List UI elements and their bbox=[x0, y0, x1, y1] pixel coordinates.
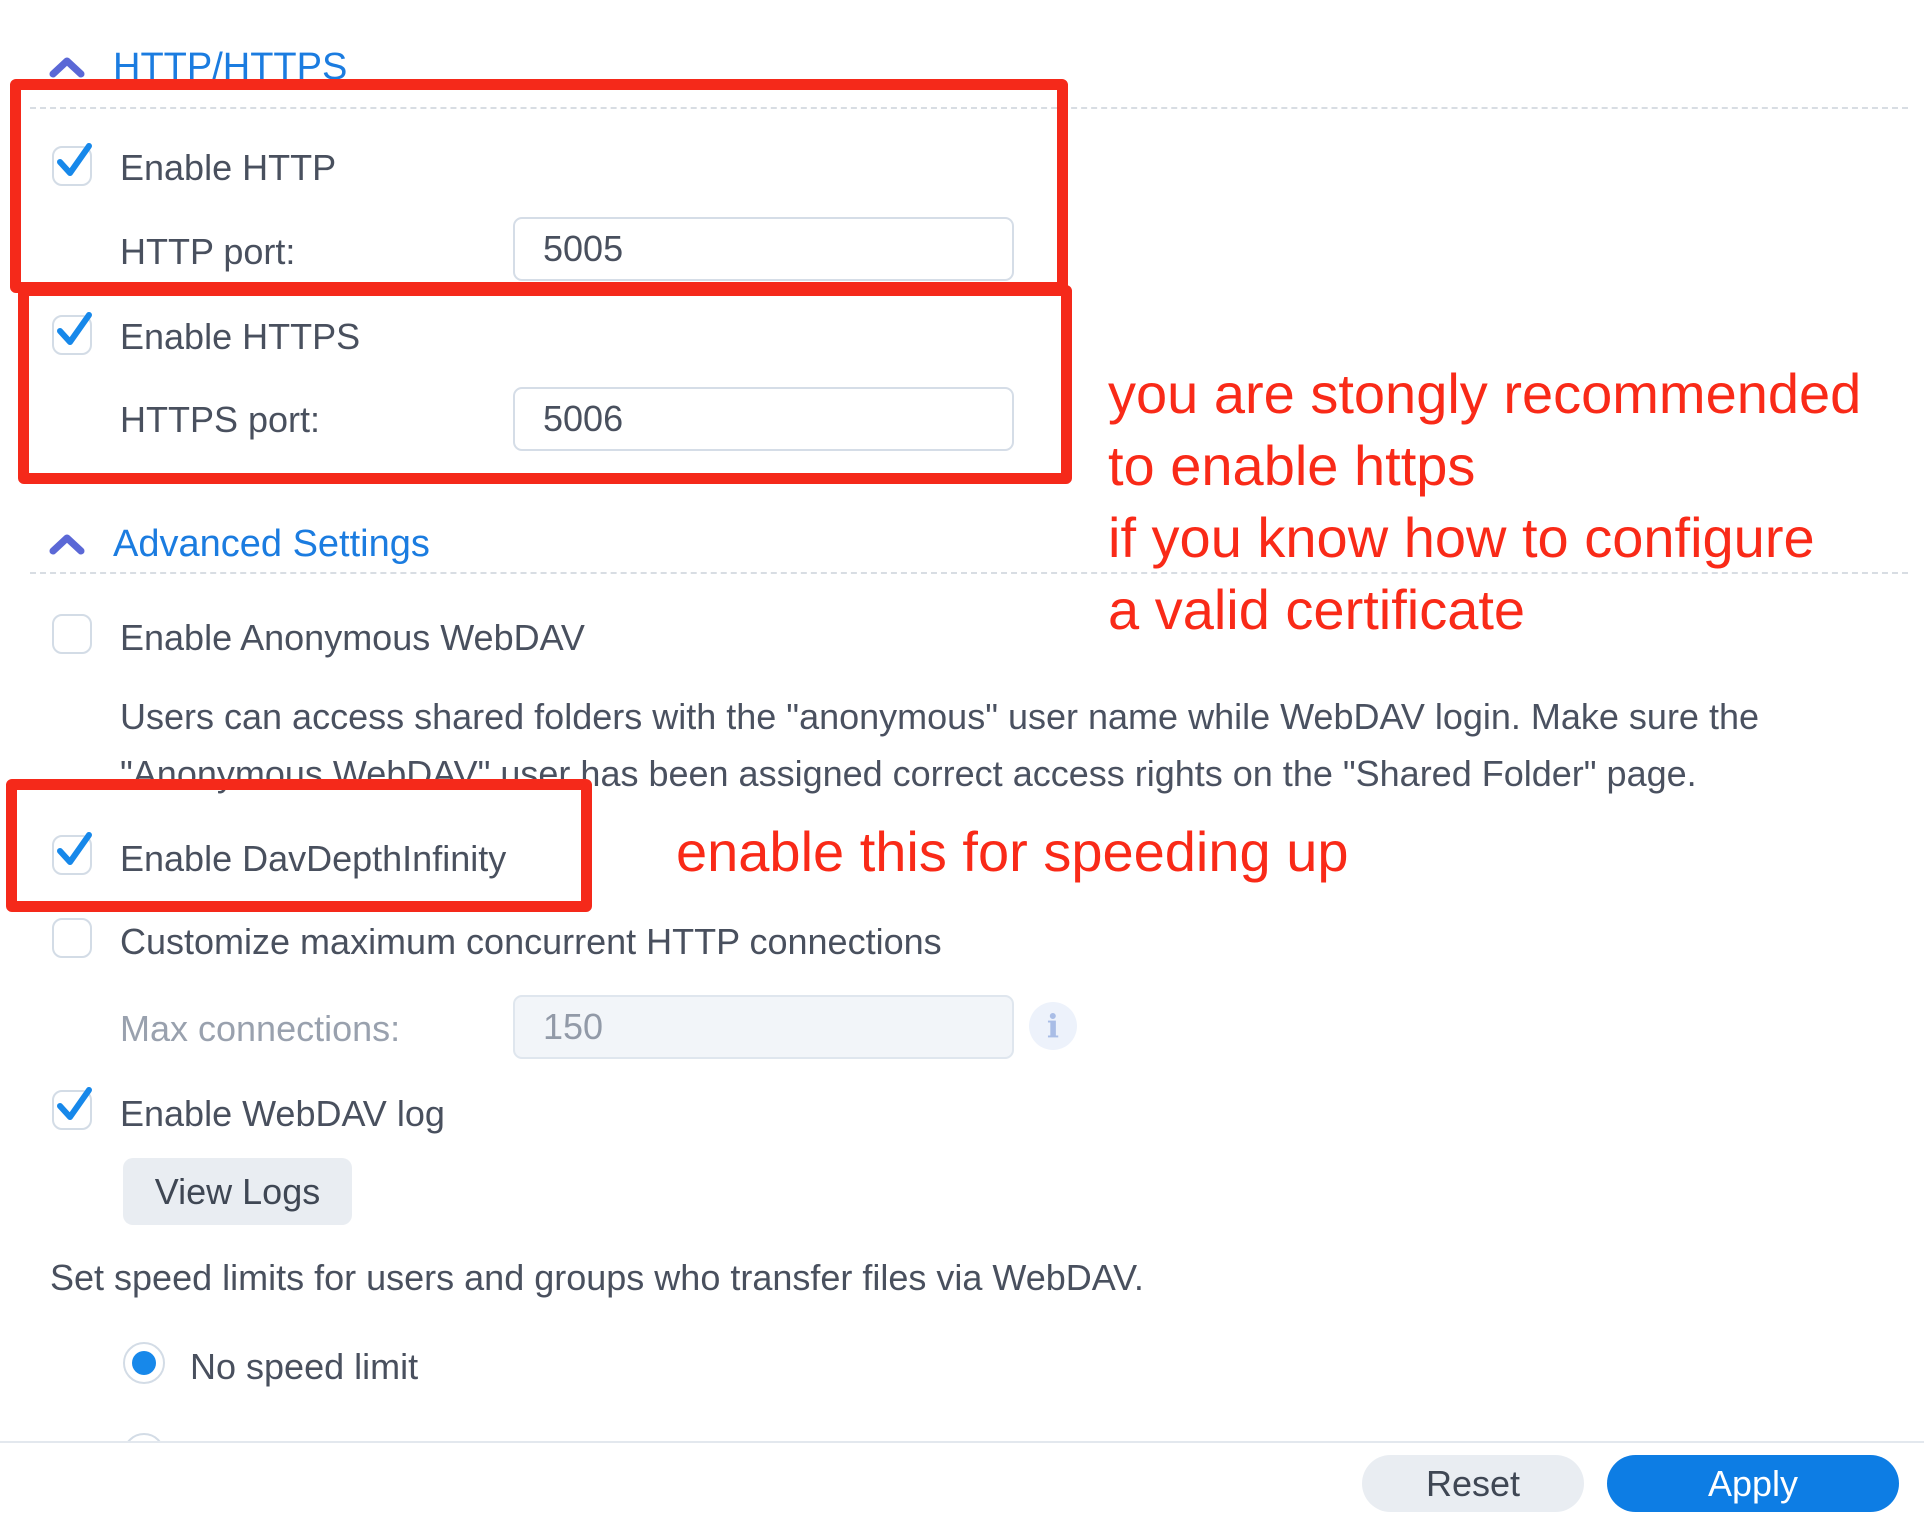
check-icon bbox=[58, 144, 92, 178]
customize-max-connections-label: Customize maximum concurrent HTTP connections bbox=[120, 921, 942, 962]
enable-davdepthinfinity-label: Enable DavDepthInfinity bbox=[120, 838, 507, 879]
annotation-https-note-line1: you are stongly recommended bbox=[1108, 362, 1862, 425]
annotation-https-note bbox=[1108, 358, 1861, 646]
chevron-up-icon bbox=[49, 533, 85, 557]
section-advanced-settings[interactable] bbox=[49, 523, 430, 566]
anonymous-desc-line1: Users can access shared folders with the "anonymous" user name while WebDAV login. Make sure the bbox=[120, 696, 1760, 737]
enable-webdav-log-label: Enable WebDAV log bbox=[120, 1093, 445, 1134]
check-icon bbox=[58, 313, 92, 347]
section-http-https[interactable] bbox=[49, 46, 347, 89]
customize-max-connections-checkbox[interactable] bbox=[52, 918, 92, 958]
annotation-https-note-line4: a valid certificate bbox=[1108, 578, 1526, 641]
view-logs-button[interactable] bbox=[123, 1158, 352, 1225]
max-connections-input bbox=[513, 995, 1014, 1059]
https-port-label: HTTPS port: bbox=[120, 399, 321, 440]
anonymous-desc-line2: "Anonymous WebDAV" user has been assigned correct access rights on the "Shared Folder" page. bbox=[120, 753, 1697, 794]
section-title-advanced: Advanced Settings bbox=[113, 523, 430, 565]
no-speed-limit-radio[interactable] bbox=[123, 1342, 165, 1384]
info-icon[interactable] bbox=[1029, 1002, 1077, 1050]
radio-selected-dot bbox=[132, 1351, 156, 1375]
check-icon bbox=[58, 833, 92, 867]
reset-label: Reset bbox=[1425, 1462, 1521, 1504]
annotation-davdepth-note: enable this for speeding up bbox=[676, 820, 1349, 883]
annotation-box-enable-https bbox=[18, 285, 1072, 484]
anonymous-webdav-description bbox=[120, 688, 1759, 802]
divider-advanced-section bbox=[30, 572, 1908, 574]
reset-button[interactable] bbox=[1362, 1455, 1584, 1512]
apply-button[interactable] bbox=[1607, 1455, 1899, 1512]
enable-webdav-log-checkbox[interactable] bbox=[52, 1090, 92, 1130]
annotation-https-note-line3: if you know how to configure bbox=[1108, 506, 1815, 569]
view-logs-label: View Logs bbox=[154, 1170, 321, 1212]
info-glyph: i bbox=[1046, 1007, 1060, 1045]
annotation-https-note-line2: to enable https bbox=[1108, 434, 1476, 497]
no-speed-limit-label: No speed limit bbox=[190, 1346, 419, 1387]
enable-http-checkbox[interactable] bbox=[52, 146, 92, 186]
https-port-input[interactable] bbox=[513, 387, 1014, 451]
max-connections-label: Max connections: bbox=[120, 1008, 401, 1049]
enable-davdepthinfinity-checkbox[interactable] bbox=[52, 835, 92, 875]
chevron-up-icon bbox=[49, 56, 85, 80]
http-port-label: HTTP port: bbox=[120, 231, 296, 272]
divider-http-section bbox=[30, 107, 1908, 109]
footer-bar bbox=[0, 1441, 1924, 1524]
speed-limit-description: Set speed limits for users and groups who transfer files via WebDAV. bbox=[50, 1257, 1144, 1298]
enable-anonymous-webdav-label: Enable Anonymous WebDAV bbox=[120, 617, 585, 658]
section-title-http-https: HTTP/HTTPS bbox=[113, 46, 348, 88]
enable-https-checkbox[interactable] bbox=[52, 315, 92, 355]
enable-http-label: Enable HTTP bbox=[120, 147, 337, 188]
check-icon bbox=[58, 1088, 92, 1122]
enable-https-label: Enable HTTPS bbox=[120, 316, 361, 357]
apply-label: Apply bbox=[1707, 1462, 1799, 1504]
http-port-input[interactable] bbox=[513, 217, 1014, 281]
enable-anonymous-webdav-checkbox[interactable] bbox=[52, 614, 92, 654]
